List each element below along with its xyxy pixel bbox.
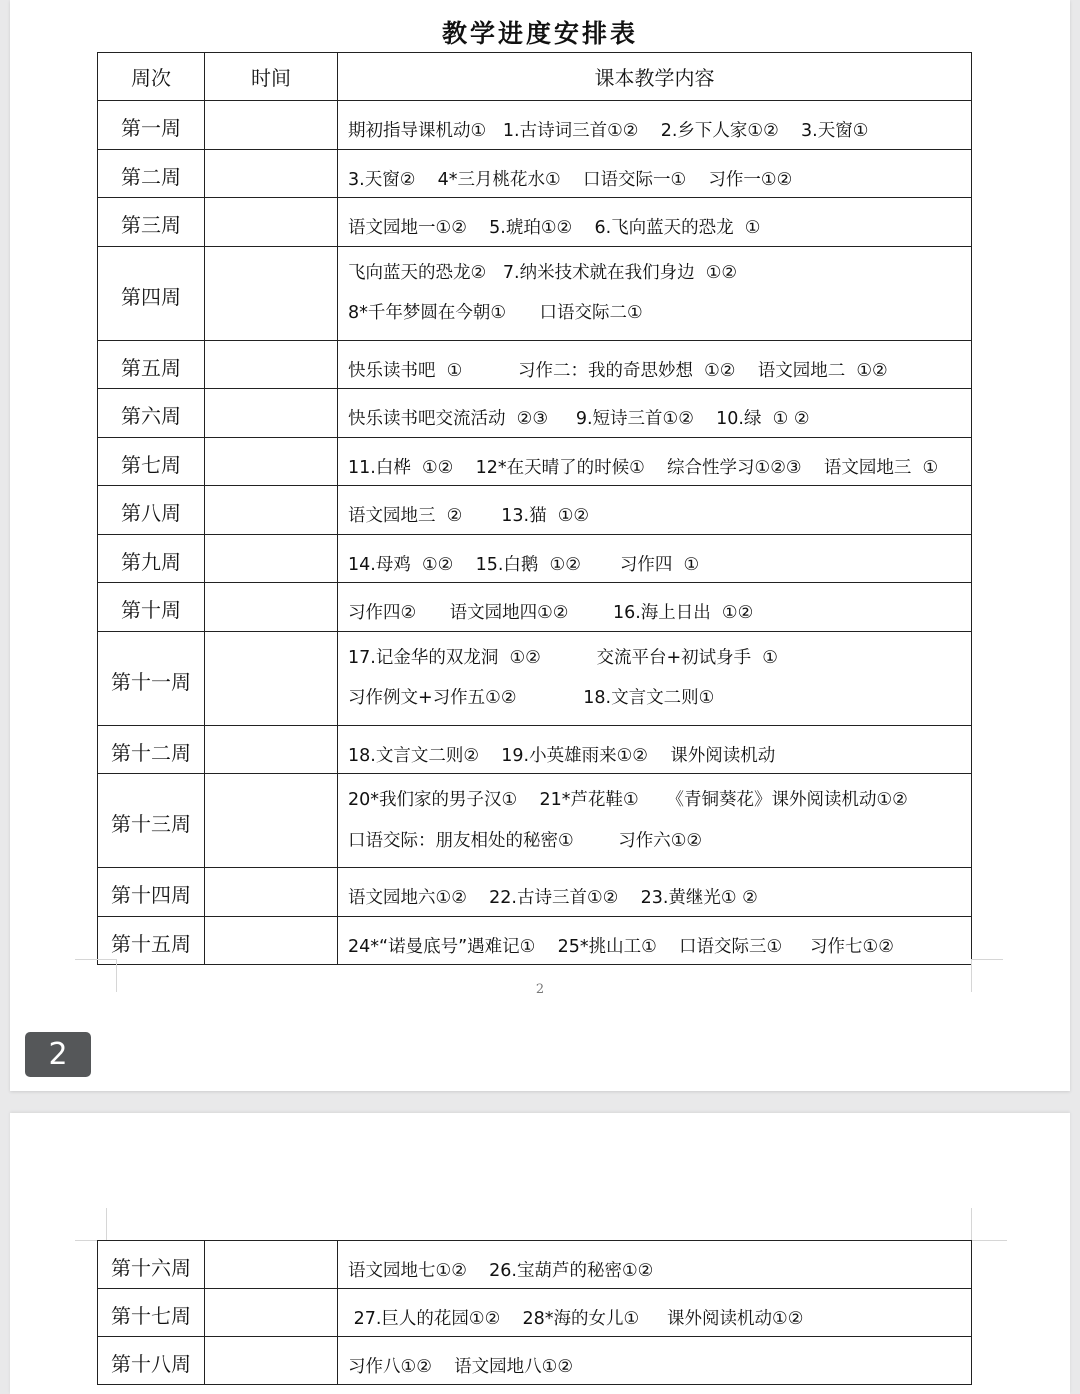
table-row xyxy=(98,198,972,247)
table-row xyxy=(98,534,972,583)
time-cell xyxy=(205,725,338,774)
week-cell: 第十八周 xyxy=(98,1337,205,1385)
content-line: 飞向蓝天的恐龙② 7.纳米技术就在我们身边 ①② xyxy=(348,262,738,283)
content-line: 快乐读书吧交流活动 ②③ 9.短诗三首①② 10.绿 ① ② xyxy=(348,409,810,429)
content-line: 20*我们家的男子汉① 21*芦花鞋① 《青铜葵花》课外阅读机动①② xyxy=(348,790,908,810)
content-cell xyxy=(338,340,972,389)
page-number: 2 xyxy=(535,982,545,997)
content-line: 习作八①② 语文园地八①② xyxy=(348,1357,574,1377)
table-row xyxy=(98,774,972,868)
week-cell: 第七周 xyxy=(98,437,205,486)
content-cell xyxy=(338,1337,972,1385)
content-line: 8*千年梦圆在今朝① 口语交际二① xyxy=(348,303,643,323)
document-page-1 xyxy=(10,0,1070,1091)
week-cell: 第十五周 xyxy=(98,916,205,965)
time-cell xyxy=(205,1241,338,1289)
table-row xyxy=(98,101,972,150)
content-cell xyxy=(338,534,972,583)
table-row xyxy=(98,916,972,965)
time-cell xyxy=(205,1337,338,1385)
week-cell: 第三周 xyxy=(98,198,205,247)
week-cell: 第十周 xyxy=(98,583,205,632)
week-cell: 第九周 xyxy=(98,534,205,583)
time-cell xyxy=(205,149,338,198)
time-cell xyxy=(205,868,338,917)
crop-mark xyxy=(75,959,117,960)
content-cell xyxy=(338,916,972,965)
week-cell: 第一周 xyxy=(98,101,205,150)
content-line: 期初指导课机动① 1.古诗词三首①② 2.乡下人家①② 3.天窗① xyxy=(348,121,869,141)
table-row xyxy=(98,486,972,535)
content-cell xyxy=(338,583,972,632)
table-row xyxy=(98,1337,972,1385)
content-line: 语文园地三 ② 13.猫 ①② xyxy=(348,506,590,526)
page-indicator-badge: 2 xyxy=(25,1032,91,1077)
table-row xyxy=(98,246,972,340)
time-cell xyxy=(205,198,338,247)
time-cell xyxy=(205,486,338,535)
content-line: 3.天窗② 4*三月桃花水① 口语交际一① 习作一①② xyxy=(348,169,793,190)
time-cell xyxy=(205,389,338,438)
week-cell: 第十七周 xyxy=(98,1289,205,1337)
content-cell xyxy=(338,437,972,486)
week-cell: 第六周 xyxy=(98,389,205,438)
time-cell xyxy=(205,246,338,340)
table-row xyxy=(98,389,972,438)
week-cell: 第十六周 xyxy=(98,1241,205,1289)
week-cell: 第二周 xyxy=(98,149,205,198)
time-cell xyxy=(205,916,338,965)
table-row xyxy=(98,1289,972,1337)
content-line: 11.白桦 ①② 12*在天晴了的时候① 综合性学习①②③ 语文园地三 ① xyxy=(348,457,939,478)
time-cell xyxy=(205,101,338,150)
table-row xyxy=(98,725,972,774)
content-line: 14.母鸡 ①② 15.白鹅 ①② 习作四 ① xyxy=(348,554,700,575)
table-row xyxy=(98,868,972,917)
document-page-2 xyxy=(10,1113,1070,1394)
content-line: 27.巨人的花园①② 28*海的女儿① 课外阅读机动①② xyxy=(348,1309,804,1329)
crop-mark xyxy=(971,959,1003,960)
content-cell xyxy=(338,101,972,150)
week-cell: 第十四周 xyxy=(98,868,205,917)
time-cell xyxy=(205,774,338,868)
content-line: 习作四② 语文园地四①② 16.海上日出 ①② xyxy=(348,603,754,623)
table-row xyxy=(98,1241,972,1289)
time-cell xyxy=(205,340,338,389)
content-line: 语文园地六①② 22.古诗三首①② 23.黄继光① ② xyxy=(348,888,758,908)
time-cell xyxy=(205,1289,338,1337)
table-row xyxy=(98,149,972,198)
header-content: 课本教学内容 xyxy=(338,53,972,101)
content-line: 语文园地一①② 5.琥珀①② 6.飞向蓝天的恐龙 ① xyxy=(348,218,761,238)
content-line: 语文园地七①② 26.宝葫芦的秘密①② xyxy=(348,1261,654,1281)
week-cell: 第八周 xyxy=(98,486,205,535)
content-cell xyxy=(338,774,972,868)
time-cell xyxy=(205,534,338,583)
content-line: 24*“诺曼底号”遇难记① 25*挑山工① 口语交际三① 习作七①② xyxy=(348,936,894,957)
table-header-row xyxy=(98,53,972,101)
content-cell xyxy=(338,486,972,535)
week-cell: 第十一周 xyxy=(98,631,205,725)
time-cell xyxy=(205,437,338,486)
crop-mark xyxy=(971,1240,1007,1241)
content-cell xyxy=(338,246,972,340)
content-line: 17.记金华的双龙洞 ①② 交流平台+初试身手 ① xyxy=(348,647,778,668)
table-row xyxy=(98,583,972,632)
schedule-table-continued xyxy=(97,1240,972,1385)
header-time: 时间 xyxy=(205,53,338,101)
content-cell xyxy=(338,149,972,198)
content-cell xyxy=(338,1289,972,1337)
content-line: 习作例文+习作五①② 18.文言文二则① xyxy=(348,688,715,708)
week-cell: 第五周 xyxy=(98,340,205,389)
week-cell: 第十二周 xyxy=(98,725,205,774)
content-line: 18.文言文二则② 19.小英雄雨来①② 课外阅读机动 xyxy=(348,745,776,766)
crop-mark xyxy=(106,1208,107,1240)
header-week: 周次 xyxy=(98,53,205,101)
content-cell xyxy=(338,868,972,917)
content-line: 快乐读书吧 ① 习作二：我的奇思妙想 ①② 语文园地二 ①② xyxy=(348,360,888,381)
week-cell: 第四周 xyxy=(98,246,205,340)
time-cell xyxy=(205,631,338,725)
schedule-table xyxy=(97,52,972,965)
table-row xyxy=(98,437,972,486)
content-line: 口语交际：朋友相处的秘密① 习作六①② xyxy=(348,830,703,851)
content-cell xyxy=(338,631,972,725)
content-cell xyxy=(338,1241,972,1289)
table-row xyxy=(98,631,972,725)
crop-mark xyxy=(971,1208,972,1240)
content-cell xyxy=(338,389,972,438)
time-cell xyxy=(205,583,338,632)
content-cell xyxy=(338,725,972,774)
week-cell: 第十三周 xyxy=(98,774,205,868)
content-cell xyxy=(338,198,972,247)
table-row xyxy=(98,340,972,389)
document-title: 教学进度安排表 xyxy=(441,19,638,48)
